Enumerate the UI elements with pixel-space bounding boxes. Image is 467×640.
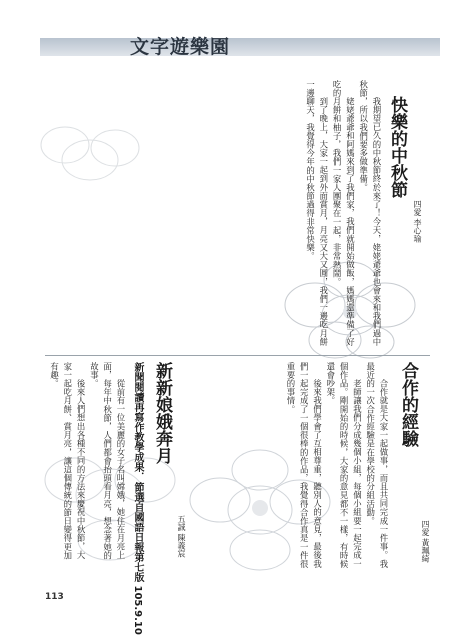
paragraph: 到了晚上，大家一起到外面賞月，月亮又大又圓，我們一邊吃月餅一邊聊天，我覺得今年的中秋節過得非常快樂。: [305, 80, 329, 346]
paragraph: 老師讓我們分成幾個小組，每個小組要一起完成一個作品。剛開始的時候，大家的意見都不一樣，有時候還會吵架。: [325, 362, 363, 569]
article-author: 四愛 李心瑜: [413, 200, 422, 243]
article-title: 新新娘娥奔月: [152, 362, 172, 464]
paragraph: 從前有一位美麗的女子名叫嫦娥，她住在月亮上面，每年中秋節，人們都會抬頭看月亮，想念著她的故事。: [89, 362, 126, 560]
page-number: 113: [45, 592, 64, 602]
flower-illustration: [30, 100, 150, 220]
divider: [45, 355, 430, 356]
paragraph: 姥姥爺爺和阿媽來到了我們家，我們就開始做飯，媽媽還準備了好吃的月餅和柚子，我們一家人團聚在一起，非常熱鬧。: [332, 80, 356, 346]
paragraph: 合作就是大家一起做事，而且共同完成一件事。我最近的一次合作經驗是在學校的分組活動。: [365, 362, 389, 568]
article-title: 快樂的中秋節: [387, 96, 407, 198]
article-author: 五誠 陳義宸: [177, 515, 186, 558]
article-body: [168, 80, 383, 350]
section-banner: [40, 30, 440, 64]
paragraph: 後來人們想出各種不同的方法來慶祝中秋節，大家一起吃月餅、賞月亮，讓這個傳統的節日變得更加有趣。: [49, 362, 87, 560]
paragraph: 我期望已久的中秋節終於來了！今天，姥姥爺爺也會來和我們過中秋節，所以我們要多做準備。: [358, 80, 382, 346]
section-title: 文字遊樂園: [130, 36, 231, 58]
article-source: 新聞閱讀再寫作教學成果．節選自國語日報第七版 105.9.10: [132, 362, 143, 635]
article-title: 合作的經驗: [398, 362, 418, 447]
article-body: [45, 362, 127, 567]
article-body: [205, 362, 390, 572]
banner-band: [40, 38, 440, 56]
paragraph: 後來我們學會了互相尊重，聽別人的意見，最後我們一起完成了一個很棒的作品，我覺得合作真是一件很重要的事情。: [285, 362, 323, 569]
article-author: 四愛 黃珮綺: [421, 520, 430, 563]
